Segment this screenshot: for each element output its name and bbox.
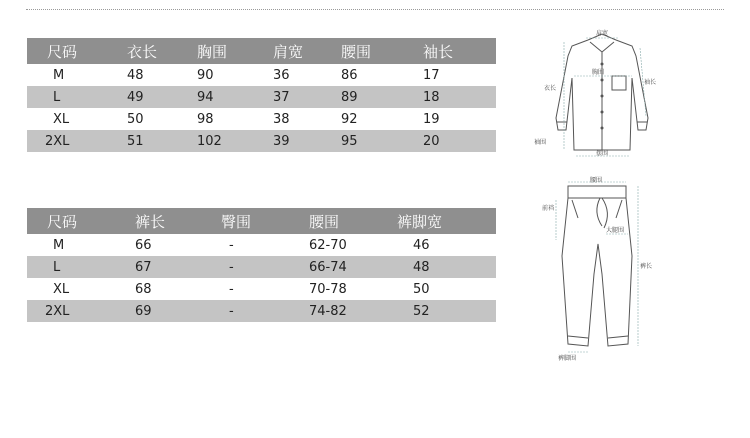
pants-label-leg-opening: 裤脚围 xyxy=(558,355,577,362)
pants-label-waist: 腰围 xyxy=(590,177,603,184)
pants-label-thigh: 大腿围 xyxy=(606,227,625,234)
shirt-label-sleeve: 袖长 xyxy=(644,79,657,86)
cell: 36 xyxy=(273,67,290,83)
cell: 92 xyxy=(341,111,358,127)
cell: 67 xyxy=(107,256,191,278)
cell: 68 xyxy=(135,281,152,297)
table-row xyxy=(27,64,496,86)
cell: - xyxy=(229,237,234,253)
cell: 17 xyxy=(423,67,440,83)
shirt-label-shoulder: 肩宽 xyxy=(596,30,609,37)
cell: 66-74 xyxy=(283,256,375,278)
shirt-label-length: 衣长 xyxy=(544,85,557,92)
header-pants-length: 裤长 xyxy=(107,208,191,234)
header-size: 尺码 xyxy=(27,208,107,234)
cell: 38 xyxy=(273,111,290,127)
cell: 18 xyxy=(403,86,496,108)
cell: 69 xyxy=(107,300,191,322)
pants-diagram xyxy=(528,176,678,362)
table-header-row xyxy=(27,208,496,234)
cell: 37 xyxy=(251,86,323,108)
cell: 2XL xyxy=(27,300,107,322)
cell: M xyxy=(53,237,65,253)
cell: - xyxy=(229,281,234,297)
header-waist: 腰围 xyxy=(323,38,403,64)
top-size-table xyxy=(27,38,496,152)
cell: 86 xyxy=(341,67,358,83)
dotted-divider xyxy=(26,9,724,10)
shirt-diagram xyxy=(528,26,678,162)
cell: 89 xyxy=(323,86,403,108)
header-shoulder: 肩宽 xyxy=(251,38,323,64)
cell: 51 xyxy=(107,130,179,152)
cell: - xyxy=(191,256,283,278)
pants-label-front-rise: 前裆 xyxy=(542,205,555,212)
header-hip: 臀围 xyxy=(191,208,283,234)
cell: 94 xyxy=(179,86,251,108)
cell: 90 xyxy=(197,67,214,83)
cell: 2XL xyxy=(27,130,107,152)
cell: 46 xyxy=(413,237,430,253)
header-chest: 胸围 xyxy=(179,38,251,64)
cell: 70-78 xyxy=(309,281,347,297)
table-row xyxy=(27,234,496,256)
cell: XL xyxy=(53,281,70,297)
cell: 19 xyxy=(423,111,440,127)
table-row xyxy=(27,278,496,300)
header-sleeve: 袖长 xyxy=(403,38,496,64)
cell: M xyxy=(53,67,65,83)
table-row xyxy=(27,256,496,278)
cell: 52 xyxy=(375,300,496,322)
table-row xyxy=(27,300,496,322)
cell: 50 xyxy=(413,281,430,297)
shirt-label-hem: 摆围 xyxy=(596,150,609,157)
cell: 98 xyxy=(197,111,214,127)
table-header-row xyxy=(27,38,496,64)
table-row xyxy=(27,86,496,108)
cell: 50 xyxy=(127,111,144,127)
table-row xyxy=(27,130,496,152)
collar-line xyxy=(590,42,614,52)
cell: 102 xyxy=(179,130,251,152)
header-size: 尺码 xyxy=(27,38,107,64)
bottom-size-table xyxy=(27,208,496,322)
header-leg-opening: 裤脚宽 xyxy=(375,208,496,234)
table-row xyxy=(27,108,496,130)
cell: 20 xyxy=(403,130,496,152)
cell: - xyxy=(191,300,283,322)
cell: 95 xyxy=(323,130,403,152)
pants-label-length: 裤长 xyxy=(640,263,653,270)
header-waist: 腰围 xyxy=(283,208,375,234)
cell: 48 xyxy=(375,256,496,278)
cell: 66 xyxy=(135,237,152,253)
cell: 48 xyxy=(127,67,144,83)
cell: L xyxy=(27,256,107,278)
cell: 49 xyxy=(107,86,179,108)
cell: 74-82 xyxy=(283,300,375,322)
cell: 39 xyxy=(251,130,323,152)
header-length: 衣长 xyxy=(107,38,179,64)
cell: XL xyxy=(53,111,70,127)
cell: 62-70 xyxy=(309,237,347,253)
shirt-label-cuff: 袖围 xyxy=(534,139,547,146)
shirt-label-chest: 胸围 xyxy=(592,69,605,76)
cell: L xyxy=(27,86,107,108)
